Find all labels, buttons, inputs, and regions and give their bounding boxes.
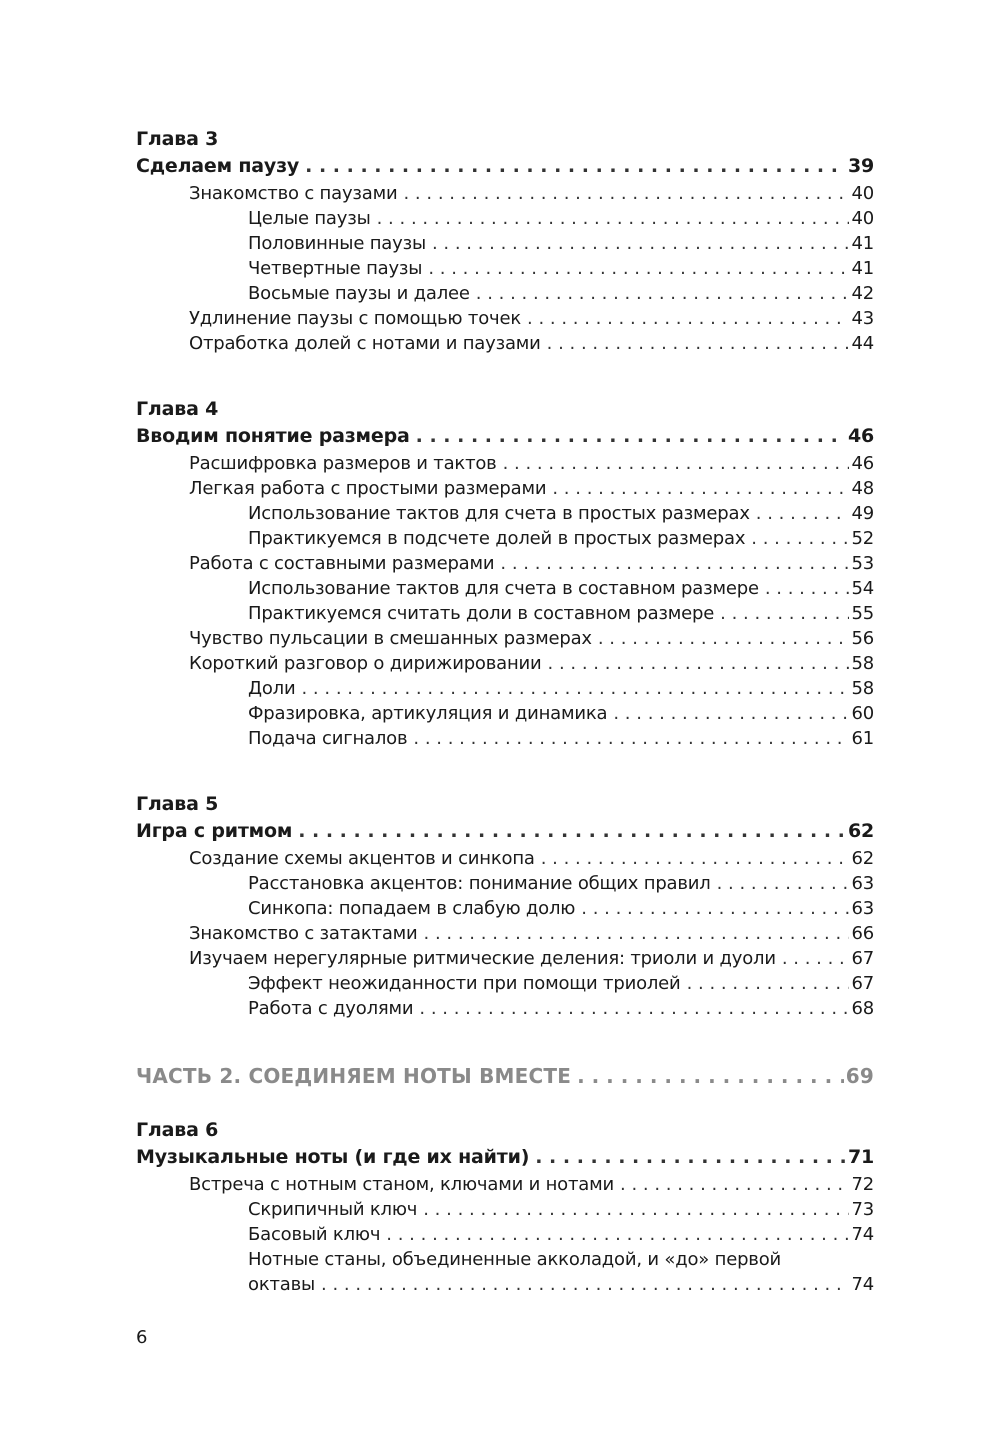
page-ref: 40 [851,183,874,204]
page-ref: 48 [851,478,874,499]
leader-dots [386,1222,849,1247]
page-ref: 44 [851,333,874,354]
page-ref: 61 [851,728,874,749]
leader-dots [535,1143,846,1172]
chapter-title-entry[interactable] [136,422,874,451]
chapter-label: Глава 4 [136,398,219,420]
page-ref: 72 [851,1174,874,1195]
page-ref: 39 [847,155,874,177]
entry-text: Подача сигналов [248,728,408,749]
toc-entry[interactable] [136,701,874,726]
page-ref: 63 [851,898,874,919]
page-number: 6 [136,1327,148,1348]
entry-text: Целые паузы [248,208,371,229]
page-ref: 56 [851,628,874,649]
page-ref: 43 [851,308,874,329]
leader-dots [424,921,850,946]
entry-text: Легкая работа с простыми размерами [189,478,547,499]
leader-dots [613,701,849,726]
chapter-label: Глава 5 [136,793,219,815]
page-ref: 66 [851,923,874,944]
toc-entry-first-line[interactable]: Нотные станы, объединенные акколадой, и «до» первой [248,1249,782,1270]
toc-entry[interactable] [136,651,874,676]
toc-entry[interactable] [136,526,874,551]
leader-dots [419,996,849,1021]
chapter-title-entry[interactable] [136,152,874,181]
leader-dots [717,871,850,896]
toc-entry[interactable] [136,726,874,751]
leader-dots [428,256,849,281]
chapter-title-entry[interactable] [136,1143,874,1172]
leader-dots [751,526,849,551]
page-ref: 42 [851,283,874,304]
page-ref: 41 [851,258,874,279]
entry-text: Знакомство с паузами [189,183,398,204]
chapter-title: Игра с ритмом [136,820,293,842]
entry-text: Использование тактов для счета в составном размере [248,578,759,599]
toc-entry[interactable] [136,1222,874,1247]
entry-text: Короткий разговор о дирижировании [189,653,542,674]
page-ref: 60 [851,703,874,724]
chapter-6 [136,1117,874,1297]
leader-dots [577,1061,844,1091]
toc-entry[interactable] [136,601,874,626]
entry-text: Практикуемся в подсчете долей в простых размерах [248,528,746,549]
page-ref: 67 [851,948,874,969]
leader-dots [500,551,849,576]
entry-text: Скрипичный ключ [248,1199,418,1220]
entry-text: Половинные паузы [248,233,426,254]
page-ref: 58 [851,678,874,699]
entry-text: Практикуемся считать доли в составном размере [248,603,715,624]
toc-entry[interactable] [136,1172,874,1197]
leader-dots [548,651,850,676]
toc-entry[interactable] [136,231,874,256]
chapter-title: Музыкальные ноты (и где их найти) [136,1146,530,1168]
chapter-3 [136,126,874,356]
toc-entry[interactable] [136,501,874,526]
entry-text: Использование тактов для счета в простых размерах [248,503,750,524]
page-ref: 71 [847,1146,874,1168]
part-title: ЧАСТЬ 2. СОЕДИНЯЕМ НОТЫ ВМЕСТЕ [136,1064,572,1088]
page-ref: 46 [851,453,874,474]
leader-dots [416,422,846,451]
toc-entry[interactable] [136,451,874,476]
entry-text: Расшифровка размеров и тактов [189,453,497,474]
entry-text: Фразировка, артикуляция и динамика [248,703,608,724]
chapter-label: Глава 3 [136,128,219,150]
toc-entry[interactable] [136,996,874,1021]
toc-entry[interactable] [136,896,874,921]
toc-entry[interactable] [136,846,874,871]
leader-dots [687,971,850,996]
page-ref: 69 [845,1064,874,1088]
entry-text: Восьмые паузы и далее [248,283,470,304]
toc-entry[interactable] [136,281,874,306]
page-ref: 53 [851,553,874,574]
chapter-title: Сделаем паузу [136,155,300,177]
entry-text: Синкопа: попадаем в слабую долю [248,898,576,919]
entry-text: Удлинение паузы с помощью точек [189,308,521,329]
page-ref: 49 [851,503,874,524]
entry-text: Четвертные паузы [248,258,423,279]
leader-dots [620,1172,849,1197]
leader-dots [413,726,849,751]
chapter-title: Вводим понятие размера [136,425,410,447]
entry-text: Изучаем нерегулярные ритмические деления: триоли и дуоли [189,948,776,969]
entry-text: Отработка долей с нотами и паузами [189,333,541,354]
leader-dots [377,206,850,231]
toc-entry[interactable] [136,1197,874,1222]
leader-dots [503,451,850,476]
leader-dots [765,576,850,601]
leader-dots [527,306,849,331]
toc-entry[interactable] [136,871,874,896]
toc-entry[interactable] [136,256,874,281]
page-ref: 46 [847,425,874,447]
leader-dots [321,1272,849,1297]
toc-entry[interactable] [136,306,874,331]
page-ref: 40 [851,208,874,229]
leader-dots [301,676,849,701]
page-ref: 55 [851,603,874,624]
entry-text: Расстановка акцентов: понимание общих правил [248,873,711,894]
table-of-contents [136,126,874,1337]
toc-entry[interactable] [136,181,874,206]
leader-dots [305,152,846,181]
toc-entry[interactable] [136,626,874,651]
page-ref: 62 [847,820,874,842]
page-ref: 67 [851,973,874,994]
chapter-label: Глава 6 [136,1119,219,1141]
chapter-title-entry[interactable] [136,817,874,846]
entry-text: Чувство пульсации в смешанных размерах [189,628,592,649]
entry-text: Создание схемы акцентов и синкопа [189,848,535,869]
leader-dots [403,181,849,206]
page-ref: 74 [851,1224,874,1245]
entry-text: Басовый ключ [248,1224,381,1245]
leader-dots [720,601,849,626]
toc-entry[interactable] [136,676,874,701]
leader-dots [756,501,850,526]
leader-dots [423,1197,849,1222]
chapter-5 [136,791,874,1021]
entry-text: Встреча с нотным станом, ключами и нотами [189,1174,614,1195]
toc-entry[interactable] [136,921,874,946]
page-ref: 73 [851,1199,874,1220]
entry-text: Знакомство с затактами [189,923,418,944]
leader-dots [298,817,846,846]
page-ref: 62 [851,848,874,869]
entry-text: Работа с дуолями [248,998,414,1019]
page-ref: 74 [851,1274,874,1295]
toc-entry[interactable] [136,971,874,996]
leader-dots [782,946,850,971]
entry-text: Доли [248,678,296,699]
leader-dots [432,231,850,256]
entry-text: Эффект неожиданности при помощи триолей [248,973,681,994]
page-ref: 41 [851,233,874,254]
leader-dots [476,281,850,306]
page-ref: 68 [851,998,874,1019]
toc-entry-continuation[interactable] [136,1272,874,1297]
leader-dots [541,846,850,871]
entry-text: октавы [248,1274,316,1295]
toc-entry[interactable] [136,331,874,356]
leader-dots [581,896,849,921]
page-ref: 63 [851,873,874,894]
toc-entry[interactable] [136,946,874,971]
entry-text: Работа с составными размерами [189,553,495,574]
toc-entry[interactable] [136,576,874,601]
page-ref: 58 [851,653,874,674]
leader-dots [547,331,850,356]
toc-entry[interactable] [136,206,874,231]
page-ref: 54 [851,578,874,599]
toc-entry[interactable] [136,551,874,576]
toc-entry[interactable] [136,476,874,501]
leader-dots [552,476,849,501]
part-heading[interactable] [136,1061,874,1091]
leader-dots [598,626,850,651]
page-ref: 52 [851,528,874,549]
chapter-4 [136,396,874,751]
